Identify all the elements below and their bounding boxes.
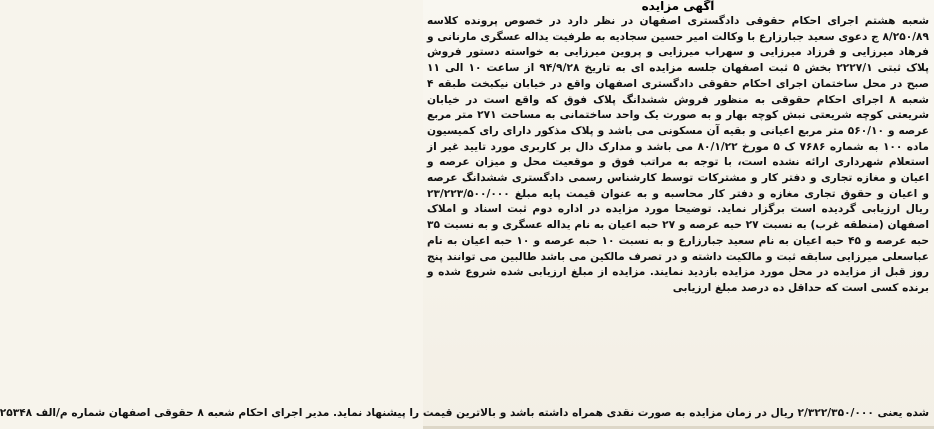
notice-signature-line: شده یعنی ۲/۳۲۲/۳۵۰/۰۰۰ ریال در زمان مزایده به صورت نقدی همراه داشته باشد و بالاترین قیمت را پیشنهاد نماید. مدیر اجرای احکام شعبه ۸ حقوقی اصفهان شماره م/الف ۲۵۳۴۸ bbox=[0, 407, 929, 419]
notice-title: آگهی مزایده bbox=[641, 0, 715, 13]
notice-body-text: شعبه هشتم اجرای احکام حقوقی دادگستری اصفهان در نظر دارد در خصوص پرونده کلاسه ۸/۲۵۰/۸۹ ج دعوی سعید جبارزارع با وکالت امیر حسین سجادیه به طرفیت یداله عسگری مارنانی و فرهاد میرزایی و فرزاد میرزایی و سهراب میرزایی و پروین میرزایی به خواسته دستور فروش پلاک ثبتی ۲۲۲۷/۱ بخش ۵ ثبت اصفهان جلسه مزایده ای به تاریخ ۹۴/۹/۲۸ از ساعت ۱۰ الی ۱۱ صبح در محل ساختمان اجرای احکام حقوقی دادگستری اصفهان واقع در خیابان نیکبخت طبقه ۴ شعبه ۸ اجرای احکام حقوقی به منظور فروش ششدانگ پلاک فوق که واقع است در خیابان شریعتی کوچه شریعتی نبش کوچه بهار و به صورت یک واحد ساختمانی به مساحت ۲۷۱ متر مربع عرصه و ۵۶۰/۱۰ متر مربع اعیانی و بقیه آن مسکونی می باشد و پلاک مذکور دارای رای کمیسیون ماده ۱۰۰ به شماره ۷۶۸۶ ک ۵ مورخ ۸۰/۱/۲۲ می باشد و مدارک دال بر کاربری مورد تایید غیر از استعلام شهرداری ارائه نشده است، با توجه به مراتب فوق و موقعیت محل و میزان عرصه و اعیان و مغازه تجاری و دفتر کار و مشترکات توسط کارشناس رسمی دادگستری ششدانگ عرصه و اعیان و حقوق تجاری مغازه و دفتر کار محاسبه و به عنوان قیمت پایه مبلغ ۲۳/۲۲۳/۵۰۰/۰۰۰ ریال ارزیابی گردیده است برگزار نماید. توضیحا مورد مزایده در اداره دوم ثبت اسناد و املاک اصفهان (منطقه غرب) به نسبت ۲۷ حبه عرصه و ۲۷ حبه اعیان به نام یداله عسگری و به نسبت ۳۵ حبه عرصه و ۴۵ حبه اعیان به نام سعید جبارزارع و به نسبت ۱۰ حبه عرصه و ۱۰ حبه اعیان به نام عباسعلی میرزایی سابقه ثبت و مالکیت داشته و در تصرف مالکین می باشد طالبین می توانند پنج روز قبل از مزایده در محل مورد مزایده بازدید نمایند. مزایده از مبلغ ارزیابی شده شروع شده و برنده کسی است که حداقل ده درصد مبلغ ارزیابی bbox=[427, 15, 929, 294]
